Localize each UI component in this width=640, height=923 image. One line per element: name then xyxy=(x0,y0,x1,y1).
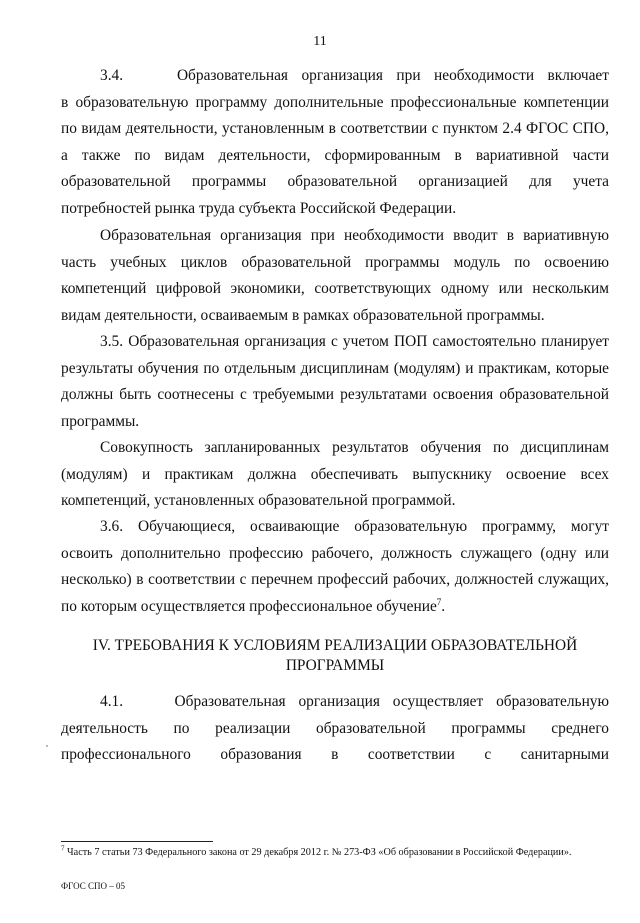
paragraph-4-1: 4.1. Образовательная организация осуществляет образовательную деятельность по реализации образовательной программы среднего профессионального образования в соответствии с санитарными xyxy=(61,693,609,764)
paragraph-3-5: 3.5. Образовательная организация с учетом ПОП самостоятельно планирует результаты обучения по отдельным дисциплинам (модулям) и практикам, которые должны быть соотнесены с требуемыми результатами освоения образовательной программы. xyxy=(61,333,609,430)
paragraph-3-6-text: 3.6. Обучающиеся, осваивающие образовательную программу, могут освоить дополнительно профессию рабочего, должность служащего (одну или несколько) в соответствии с перечнем профессий рабочих, должностей служащих, по которым осуществляется профессиональное обучение xyxy=(61,518,609,615)
footnote-text: Часть 7 статьи 73 Федерального закона от 29 декабря 2012 г. № 273-ФЗ «Об образовании в Российской Федерации». xyxy=(64,847,572,858)
section-heading-line-1: IV. ТРЕБОВАНИЯ К УСЛОВИЯМ РЕАЛИЗАЦИИ ОБРАЗОВАТЕЛЬНОЙ xyxy=(92,637,578,654)
paragraph-digital-economy: Образовательная организация при необходимости вводит в вариативную часть учебных циклов образовательной программы модуль по освоению компетенций цифровой экономики, соответствующих одному или нескольким видам деятельности, осваиваемым в рамках образовательной программы. xyxy=(61,227,609,324)
footnote-separator xyxy=(61,841,213,842)
document-code: ФГОС СПО – 05 xyxy=(61,881,125,891)
footnote xyxy=(61,846,621,859)
footnote-reference: 7 xyxy=(436,596,442,607)
section-heading xyxy=(61,636,609,676)
paragraph-results-totality: Совокупность запланированных результатов обучения по дисциплинам (модулям) и практикам должна обеспечивать выпускнику освоение всех компетенций, установленных образовательной программой. xyxy=(61,439,609,510)
footnote-marker: 7 xyxy=(61,844,65,853)
page-number: 11 xyxy=(313,34,327,49)
section-heading-line-2: ПРОГРАММЫ xyxy=(285,657,385,674)
scan-artifact xyxy=(46,745,48,747)
paragraph-3-4: 3.4. Образовательная организация при необходимости включает в образовательную программу дополнительные профессиональные компетенции по видам деятельности, установленным в соответствии с пунктом 2.4 ФГОС СПО, а также по видам деятельности, сформированным в вариативной части образовательной программы образовательной организацией для учета потребностей рынка труда субъекта Российской Федерации. xyxy=(61,67,609,217)
paragraph-3-6: 3.6. Обучающиеся, осваивающие образовательную программу, могут освоить дополнительно профессию рабочего, должность служащего (одну или несколько) в соответствии с перечнем профессий рабочих, должностей служащих, по которым осуществляется профессиональное обучение$^7$. xyxy=(61,518,609,615)
